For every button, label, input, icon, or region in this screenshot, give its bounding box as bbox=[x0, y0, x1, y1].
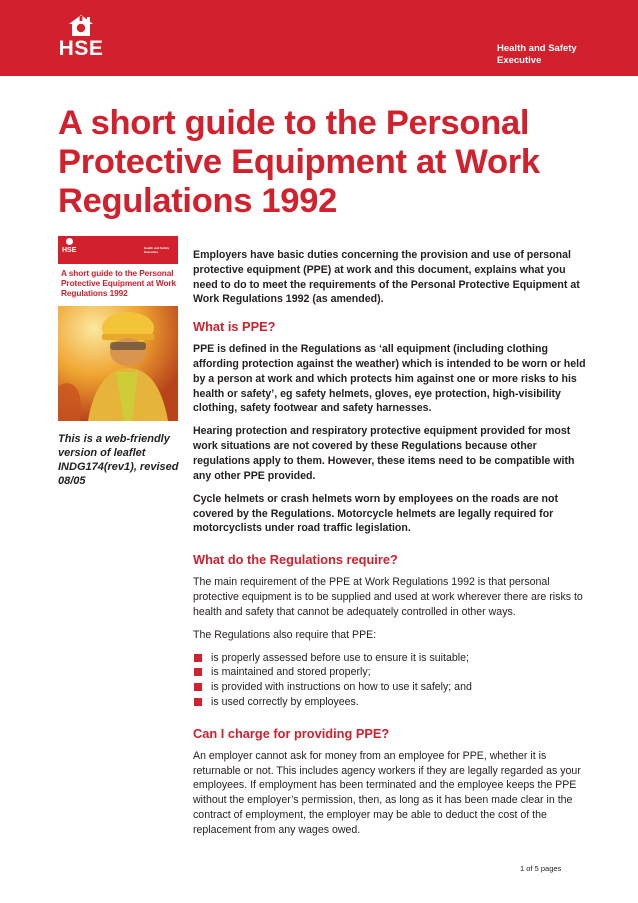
bullet-square-icon bbox=[194, 668, 202, 676]
list-item-text: is provided with instructions on how to use it safely; and bbox=[211, 681, 472, 694]
cover-thumbnail bbox=[58, 236, 178, 421]
page-number: 1 of 5 pages bbox=[520, 864, 562, 873]
also-require-paragraph: The Regulations also require that PPE: bbox=[193, 628, 377, 641]
bullet-square-icon bbox=[194, 698, 202, 706]
page-title: A short guide to the Personal Protective Equipment at Work Regulations 1992 bbox=[58, 104, 540, 220]
main-content bbox=[193, 248, 591, 846]
hse-logo bbox=[57, 14, 105, 64]
requirements-list bbox=[193, 651, 591, 710]
list-item bbox=[193, 695, 591, 710]
list-item-text: is maintained and stored properly; bbox=[211, 666, 371, 679]
intro-paragraph: Employers have basic duties concerning the provision and use of personal protective equipment (PPE) at work and this document, explains what you need to do to meet the requirements of the Personal Protective Equipment at Work Regulations 1992 (as amended). bbox=[193, 249, 580, 306]
cover-worker-photo bbox=[58, 306, 178, 421]
section-heading-regulations-require: What do the Regulations require? bbox=[193, 552, 398, 568]
list-item-text: is used correctly by employees. bbox=[211, 696, 359, 709]
main-requirement-paragraph: The main requirement of the PPE at Work Regulations 1992 is that personal protective equipment is to be supplied and used at work wherever there are risks to health and safety that cannot be adequately controlled in other ways. bbox=[193, 576, 583, 618]
agency-name: Health and Safety Executive bbox=[497, 43, 577, 66]
helmets-paragraph: Cycle helmets or crash helmets worn by employees on the roads are not covered by the Regulations. Motorcycle helmets are legally required for motorcyclists under road traffic legislation. bbox=[193, 492, 559, 535]
cover-logo-text: HSE bbox=[62, 247, 77, 254]
ppe-definition-paragraph: PPE is defined in the Regulations as ‘all equipment (including clothing affording protection against the weather) which is intended to be worn or held by a person at work and which protects him against one or more risks to his health or safety’, eg safety helmets, gloves, eye protection, high-visibility clothing, safety footwear and safety harnesses. bbox=[193, 343, 586, 415]
bullet-square-icon bbox=[194, 654, 202, 662]
list-item bbox=[193, 680, 591, 695]
header-banner bbox=[0, 0, 638, 76]
list-item bbox=[193, 651, 591, 666]
cover-title: A short guide to the Personal Protective Equipment at Work Regulations 1992 bbox=[61, 268, 177, 298]
side-note: This is a web-friendly version of leaflet INDG174(rev1), revised 08/05 bbox=[58, 433, 179, 487]
list-item bbox=[193, 665, 591, 680]
bullet-square-icon bbox=[194, 683, 202, 691]
cover-agency: Health and Safety Executive bbox=[144, 246, 170, 254]
section-heading-what-is-ppe: What is PPE? bbox=[193, 319, 276, 335]
charge-paragraph: An employer cannot ask for money from an employee for PPE, whether it is returnable or not. This includes agency workers if they are legally regarded as your employees. If employment has been terminated and the employee keeps the PPE without the employer’s permission, then, as long as it has been made clear in the contract of employment, the employer may be able to deduct the cost of the replacement from any wages owed. bbox=[193, 749, 581, 836]
cover-logo-icon bbox=[66, 238, 73, 245]
section-heading-charge-ppe: Can I charge for providing PPE? bbox=[193, 725, 390, 741]
hse-logo-text: HSE bbox=[58, 37, 104, 60]
hearing-protection-paragraph: Hearing protection and respiratory protective equipment provided for most work situations are not covered by these Regulations because other regulations apply to them. However, these items need to be compatible with any other PPE provided. bbox=[193, 425, 575, 482]
list-item-text: is properly assessed before use to ensure it is suitable; bbox=[211, 651, 469, 664]
